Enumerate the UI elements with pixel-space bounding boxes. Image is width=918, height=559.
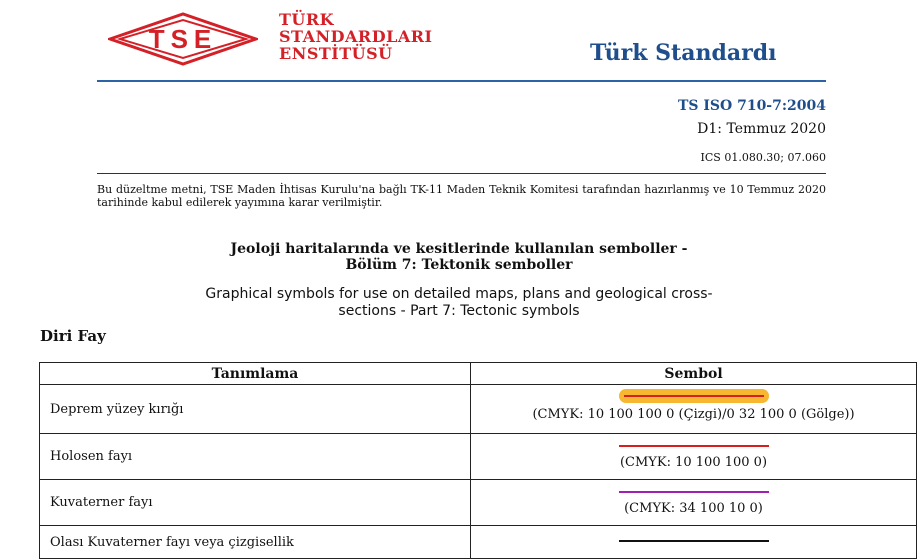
ics-code: ICS 01.080.30; 07.060 <box>700 151 826 164</box>
standard-number: TS ISO 710-7:2004 <box>677 98 826 114</box>
fault-line-symbol <box>624 395 764 397</box>
document-type-title: Türk Standardı <box>590 40 777 66</box>
turkish-title <box>0 241 918 273</box>
table-row <box>40 434 917 480</box>
header-divider <box>97 80 826 82</box>
correction-note: Bu düzeltme metni, TSE Maden İhtisas Kurulu'na bağlı TK-11 Maden Teknik Komitesi tarafından hazırlanmış ve 10 Temmuz 2020 tarihinde kabul edilerek yayımına karar verilmiştir. <box>97 183 826 209</box>
fault-line-symbol <box>619 491 769 493</box>
row-description: Deprem yüzey kırığı <box>40 385 471 434</box>
row-symbol <box>471 385 917 434</box>
row-description: Holosen fayı <box>40 434 471 480</box>
table-row <box>40 385 917 434</box>
cmyk-value: (CMYK: 10 100 100 0 (Çizgi)/0 32 100 0 (Gölge)) <box>532 407 855 422</box>
fault-line-symbol <box>619 540 769 542</box>
column-header-symbol: Sembol <box>471 363 917 385</box>
row-description: Olası Kuvaterner fayı veya çizgisellik <box>40 526 471 559</box>
table-header-row <box>40 363 917 385</box>
row-symbol <box>471 526 917 559</box>
english-title-line: sections - Part 7: Tectonic symbols <box>338 303 580 319</box>
symbol-table <box>39 362 917 559</box>
row-description: Kuvaterner fayı <box>40 480 471 526</box>
org-line: ENSTİTÜSÜ <box>279 44 393 63</box>
note-divider <box>97 173 826 174</box>
row-symbol <box>471 434 917 480</box>
organization-name <box>279 11 433 62</box>
turkish-title-line: Bölüm 7: Tektonik semboller <box>345 257 573 273</box>
cmyk-value: (CMYK: 34 100 10 0) <box>624 501 763 516</box>
cmyk-value: (CMYK: 10 100 100 0) <box>619 455 768 470</box>
english-title-line: Graphical symbols for use on detailed maps, plans and geological cross- <box>205 286 713 302</box>
turkish-title-line: Jeoloji haritalarında ve kesitlerinde kullanılan semboller - <box>230 241 688 257</box>
table-row <box>40 526 917 559</box>
logo-text: TSE <box>148 24 218 54</box>
org-line: TÜRK <box>279 10 335 29</box>
english-title <box>0 286 918 320</box>
tse-logo <box>108 12 258 66</box>
table-row <box>40 480 917 526</box>
revision-date: D1: Temmuz 2020 <box>697 121 826 137</box>
org-line: STANDARDLARI <box>279 27 433 46</box>
column-header-description: Tanımlama <box>40 363 471 385</box>
fault-line-symbol <box>619 445 769 447</box>
row-symbol <box>471 480 917 526</box>
section-heading: Diri Fay <box>40 327 106 345</box>
